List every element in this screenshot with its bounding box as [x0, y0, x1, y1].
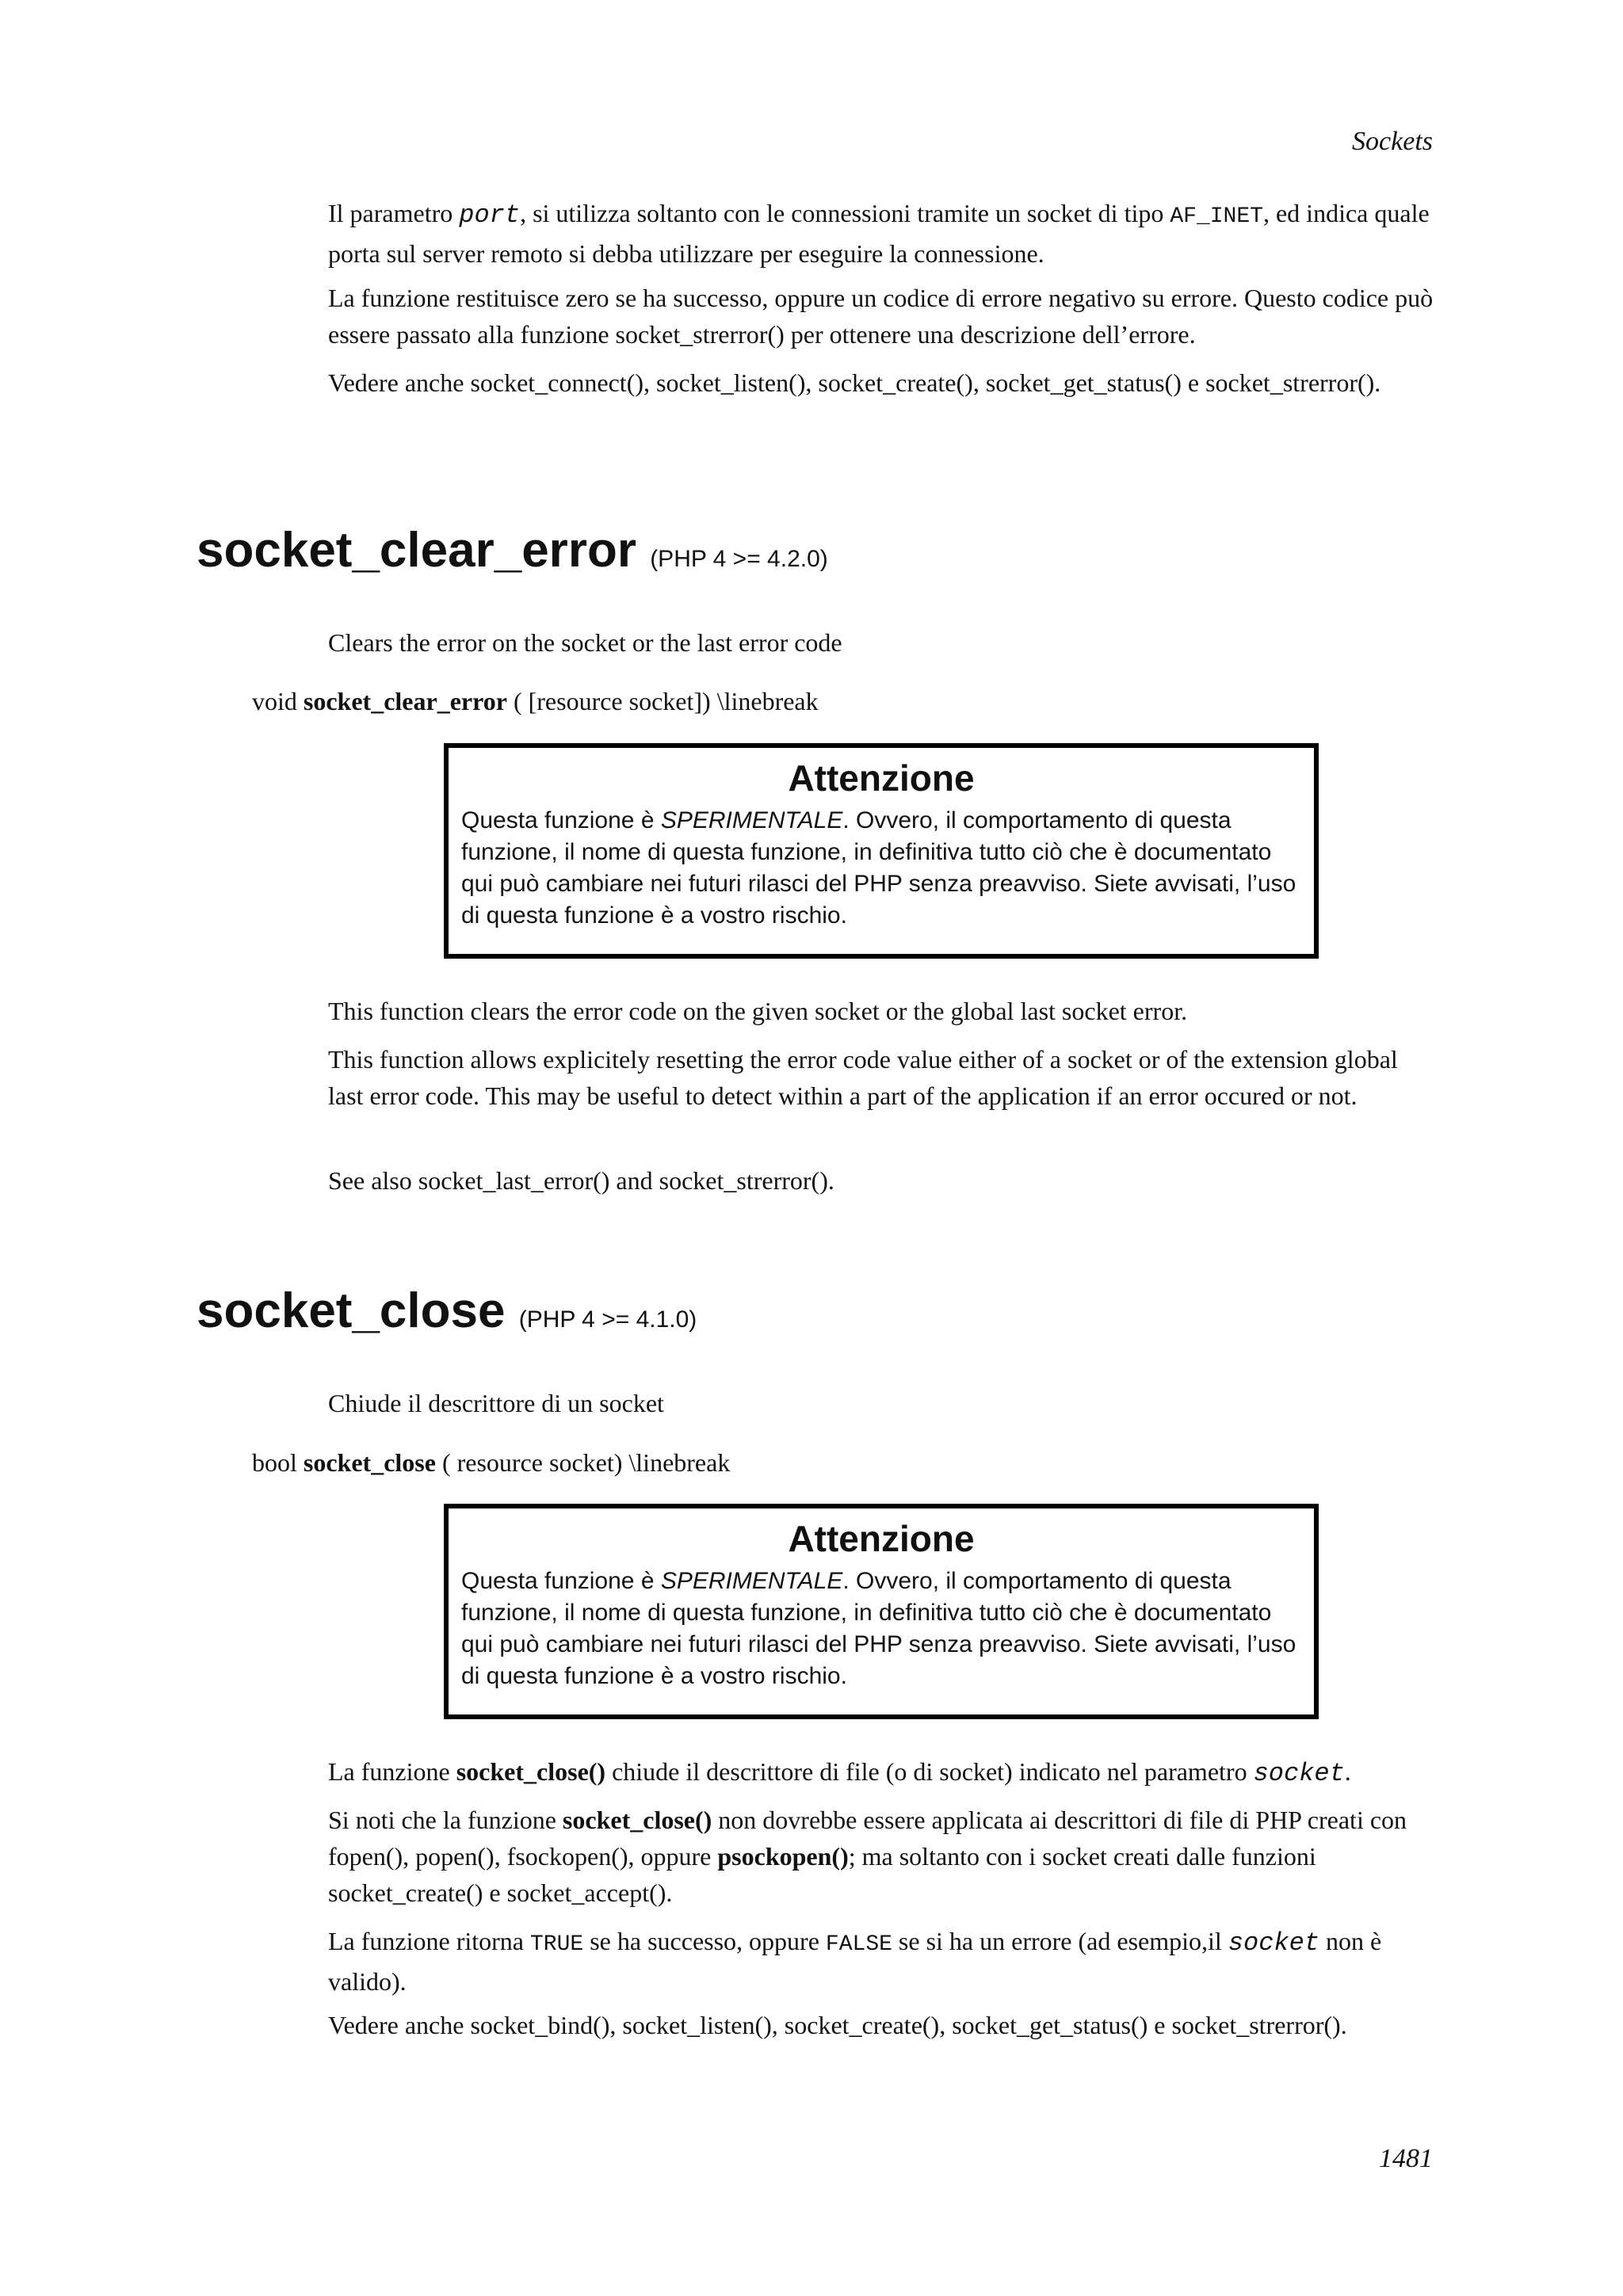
- warning-text: Questa funzione è SPERIMENTALE. Ovvero, il comportamento di questa funzione, il nome di questa funzione, in definitiva tutto ciò che è documentato qui può cambiare nei futuri rilasci del PHP senza preavviso. Siete avvisati, l’uso di questa funzione è a vostro rischio.: [461, 807, 1296, 929]
- purpose-socket-clear-error: Clears the error on the socket or the last error code: [328, 628, 842, 657]
- running-header: Sockets: [1352, 127, 1433, 156]
- intro-paragraph-see-also: Vedere anche socket_connect(), socket_listen(), socket_create(), socket_get_status() e socket_strerror().: [328, 368, 1381, 397]
- paragraph-see-also: Vedere anche socket_bind(), socket_listen(), socket_create(), socket_get_status() e socket_strerror().: [328, 2011, 1347, 2039]
- param-port: port: [459, 200, 521, 230]
- warning-box: [444, 1504, 1319, 1719]
- warning-title: Attenzione: [788, 1518, 975, 1559]
- version-note: (PHP 4 >= 4.1.0): [518, 1306, 697, 1333]
- section-title-socket-close: [197, 1283, 697, 1348]
- purpose-socket-close: Chiude il descrittore di un socket: [328, 1389, 664, 1417]
- synopsis-socket-close: bool socket_close ( resource socket) \linebreak: [252, 1448, 731, 1477]
- paragraph-note: Si noti che la funzione socket_close() non dovrebbe essere applicata ai descrittori di file di PHP creati con fopen(), popen(), fsockopen(), oppure psockopen(); ma soltanto con i socket creati dalle funzioni socket_create() e socket_accept().: [328, 1806, 1407, 1907]
- function-name: socket_close: [197, 1283, 506, 1338]
- section-title-socket-clear-error: [197, 523, 828, 587]
- page-number: 1481: [1379, 2144, 1433, 2173]
- constant-true: TRUE: [530, 1932, 584, 1957]
- paragraph-description: La funzione socket_close() chiude il descrittore di file (o di socket) indicato nel parametro socket.: [328, 1757, 1351, 1788]
- constant-false: FALSE: [825, 1932, 892, 1957]
- paragraph-see-also: See also socket_last_error() and socket_strerror().: [328, 1166, 834, 1195]
- constant-af-inet: AF_INET: [1170, 204, 1263, 229]
- param-socket: socket: [1253, 1759, 1345, 1788]
- paragraph-return-value: La funzione ritorna TRUE se ha successo, oppure FALSE se si ha un errore (ad esempio,il socket non è valido).: [328, 1927, 1382, 1996]
- paragraph-description: This function clears the error code on the given socket or the global last socket error.: [328, 997, 1188, 1025]
- paragraph-details: This function allows explicitely resetting the error code value either of a socket or of the extension global last error code. This may be useful to detect within a part of the application if an error occured or not.: [328, 1045, 1398, 1110]
- version-note: (PHP 4 >= 4.2.0): [650, 546, 828, 572]
- synopsis-socket-clear-error: void socket_clear_error ( [resource socket]) \linebreak: [252, 687, 819, 715]
- function-name: socket_clear_error: [197, 523, 636, 578]
- param-socket: socket: [1228, 1928, 1319, 1958]
- warning-box: [444, 743, 1319, 959]
- warning-text: Questa funzione è SPERIMENTALE. Ovvero, il comportamento di questa funzione, il nome di questa funzione, in definitiva tutto ciò che è documentato qui può cambiare nei futuri rilasci del PHP senza preavviso. Siete avvisati, l’uso di questa funzione è a vostro rischio.: [461, 1568, 1296, 1689]
- intro-paragraph-return: La funzione restituisce zero se ha successo, oppure un codice di errore negativo su errore. Questo codice può essere passato alla funzione socket_strerror() per ottenere una descrizione dell’errore.: [328, 284, 1434, 349]
- intro-paragraph-port: Il parametro port, si utilizza soltanto con le connessioni tramite un socket di tipo AF_INET, ed indica quale porta sul server remoto si debba utilizzare per eseguire la connessione.: [328, 199, 1430, 268]
- warning-title: Attenzione: [788, 757, 975, 799]
